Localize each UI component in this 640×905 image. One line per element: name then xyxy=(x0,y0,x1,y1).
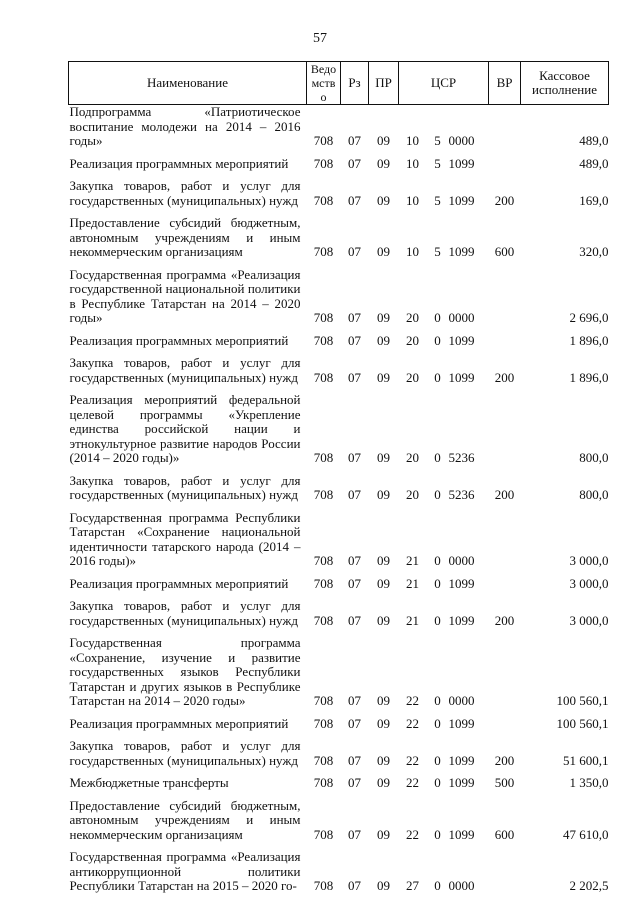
row-csr-direction: 1099 xyxy=(448,369,475,385)
header-ved: Ведомство xyxy=(307,62,341,105)
row-amount: 489,0 xyxy=(579,133,609,148)
row-csr-subprogram: 0 xyxy=(434,612,441,628)
row-csr-subprogram: 0 xyxy=(434,487,441,502)
row-rz: 07 xyxy=(348,155,361,171)
row-ved: 708 xyxy=(313,878,334,893)
row-amount: 47 610,0 xyxy=(563,826,609,842)
row-csr-program: 21 xyxy=(406,575,419,591)
header-rz: Рз xyxy=(341,62,369,105)
row-csr-direction: 1099 xyxy=(448,775,475,790)
row-amount: 320,0 xyxy=(579,244,609,259)
row-csr-subprogram: 0 xyxy=(434,575,441,591)
row-vr: 200 xyxy=(494,612,515,628)
row-name: Предоставление субсидий бюджетным, автономным учреждениям и иным некоммерческим организациям xyxy=(69,215,301,259)
table-body xyxy=(69,105,609,902)
row-name: Закупка товаров, работ и услуг для государственных (муниципальных) нужд xyxy=(69,598,301,628)
row-rz: 07 xyxy=(348,693,361,708)
row-amount: 2 202,5 xyxy=(569,878,609,893)
row-vr: 200 xyxy=(494,369,515,385)
row-vr: 600 xyxy=(494,244,515,259)
row-name: Реализация программных мероприятий xyxy=(69,332,289,348)
row-vr: 500 xyxy=(494,775,515,790)
row-vr xyxy=(489,105,521,157)
header-amount: Кассовое исполнение xyxy=(521,62,609,105)
row-csr-program: 10 xyxy=(406,155,419,171)
row-vr xyxy=(489,511,521,577)
table-row xyxy=(69,474,609,511)
row-vr: 200 xyxy=(494,192,515,208)
budget-table xyxy=(68,61,609,902)
row-pr: 09 xyxy=(377,369,390,385)
table-row xyxy=(69,356,609,393)
row-vr xyxy=(489,393,521,474)
row-csr-direction: 5236 xyxy=(448,487,475,502)
row-rz: 07 xyxy=(348,775,361,790)
row-pr: 09 xyxy=(377,715,390,731)
row-pr: 09 xyxy=(377,133,390,148)
row-ved: 708 xyxy=(313,310,334,325)
row-pr: 09 xyxy=(377,575,390,591)
row-csr-direction: 0000 xyxy=(448,133,475,148)
row-csr-subprogram: 5 xyxy=(434,244,441,259)
row-csr-direction: 0000 xyxy=(448,693,475,708)
row-csr-program: 22 xyxy=(406,693,419,708)
table-row xyxy=(69,216,609,268)
table-row xyxy=(69,717,609,740)
row-pr: 09 xyxy=(377,826,390,842)
row-rz: 07 xyxy=(348,553,361,568)
table-row xyxy=(69,850,609,902)
row-ved: 708 xyxy=(313,575,334,591)
row-csr-program: 22 xyxy=(406,826,419,842)
row-name: Государственная программа «Реализация антикоррупционной политики Республики Татарстан на 2015 – 2020 го- xyxy=(69,849,301,893)
row-rz: 07 xyxy=(348,244,361,259)
row-vr xyxy=(489,636,521,717)
row-amount: 51 600,1 xyxy=(563,752,609,768)
row-csr-subprogram: 5 xyxy=(434,192,441,208)
row-csr-subprogram: 5 xyxy=(434,133,441,148)
row-ved: 708 xyxy=(313,450,334,465)
row-name: Реализация программных мероприятий xyxy=(69,715,289,731)
row-csr-subprogram: 0 xyxy=(434,752,441,768)
row-csr-direction: 0000 xyxy=(448,878,475,893)
row-csr-direction: 1099 xyxy=(448,612,475,628)
row-name: Реализация программных мероприятий xyxy=(69,575,289,591)
row-pr: 09 xyxy=(377,332,390,348)
row-pr: 09 xyxy=(377,310,390,325)
row-vr xyxy=(489,334,521,357)
row-ved: 708 xyxy=(313,693,334,708)
row-csr-direction: 1099 xyxy=(448,192,475,208)
row-csr-direction: 1099 xyxy=(448,715,475,731)
row-pr: 09 xyxy=(377,775,390,790)
row-csr-subprogram: 0 xyxy=(434,826,441,842)
row-csr-subprogram: 0 xyxy=(434,310,441,325)
table-row xyxy=(69,776,609,799)
row-name: Закупка товаров, работ и услуг для государственных (муниципальных) нужд xyxy=(69,355,301,385)
row-name: Закупка товаров, работ и услуг для государственных (муниципальных) нужд xyxy=(69,738,301,768)
row-ved: 708 xyxy=(313,715,334,731)
row-vr: 200 xyxy=(494,752,515,768)
row-vr xyxy=(489,577,521,600)
row-amount: 3 000,0 xyxy=(569,553,609,568)
row-ved: 708 xyxy=(313,826,334,842)
row-csr-program: 21 xyxy=(406,612,419,628)
row-pr: 09 xyxy=(377,487,390,502)
row-vr xyxy=(489,850,521,902)
table-row xyxy=(69,739,609,776)
row-amount: 3 000,0 xyxy=(569,575,609,591)
row-name: Государственная программа «Сохранение, изучение и развитие государственных языков Республики Татарстан и других языков в Республике Татарстан на 2014 – 2020 годы» xyxy=(69,635,301,708)
row-csr-direction: 1099 xyxy=(448,752,475,768)
row-csr-direction: 5236 xyxy=(448,450,475,465)
row-csr-direction: 1099 xyxy=(448,155,475,171)
row-name: Предоставление субсидий бюджетным, автономным учреждениям и иным некоммерческим организациям xyxy=(69,797,301,842)
row-name: Подпрограмма «Патриотическое воспитание молодежи на 2014 – 2016 годы» xyxy=(69,104,301,148)
row-vr: 600 xyxy=(494,826,515,842)
table-row xyxy=(69,511,609,577)
row-csr-program: 22 xyxy=(406,752,419,768)
table-row xyxy=(69,799,609,851)
row-csr-program: 22 xyxy=(406,775,419,790)
row-ved: 708 xyxy=(313,775,334,790)
row-csr-subprogram: 0 xyxy=(434,878,441,893)
row-pr: 09 xyxy=(377,244,390,259)
table-row xyxy=(69,577,609,600)
row-csr-direction: 1099 xyxy=(448,575,475,591)
row-rz: 07 xyxy=(348,878,361,893)
row-amount: 1 896,0 xyxy=(569,332,609,348)
row-amount: 1 350,0 xyxy=(569,775,609,790)
row-pr: 09 xyxy=(377,752,390,768)
row-name: Государственная программа «Реализация государственной национальной политики в Республике Татарстан на 2014 – 2020 годы» xyxy=(69,266,301,325)
row-vr xyxy=(489,717,521,740)
row-csr-subprogram: 0 xyxy=(434,553,441,568)
row-ved: 708 xyxy=(313,612,334,628)
row-amount: 1 896,0 xyxy=(569,369,609,385)
row-csr-subprogram: 0 xyxy=(434,775,441,790)
row-pr: 09 xyxy=(377,155,390,171)
row-ved: 708 xyxy=(313,752,334,768)
row-csr-program: 10 xyxy=(406,133,419,148)
row-ved: 708 xyxy=(313,133,334,148)
row-csr-direction: 1099 xyxy=(448,826,475,842)
row-vr xyxy=(489,157,521,180)
row-ved: 708 xyxy=(313,487,334,502)
row-csr-program: 10 xyxy=(406,192,419,208)
row-name: Реализация мероприятий федеральной целевой программы «Укрепление единства российской нации и этнокультурное развитие народов России (2014 – 2020 годы)» xyxy=(69,392,301,465)
row-pr: 09 xyxy=(377,553,390,568)
row-pr: 09 xyxy=(377,693,390,708)
row-name: Закупка товаров, работ и услуг для государственных (муниципальных) нужд xyxy=(69,178,301,208)
row-rz: 07 xyxy=(348,752,361,768)
row-pr: 09 xyxy=(377,612,390,628)
table-row xyxy=(69,157,609,180)
row-rz: 07 xyxy=(348,826,361,842)
row-rz: 07 xyxy=(348,575,361,591)
row-amount: 3 000,0 xyxy=(569,612,609,628)
row-csr-program: 27 xyxy=(406,878,419,893)
row-pr: 09 xyxy=(377,192,390,208)
row-amount: 800,0 xyxy=(579,487,609,502)
row-csr-program: 20 xyxy=(406,450,419,465)
row-vr xyxy=(489,268,521,334)
page-number: 57 xyxy=(313,31,327,46)
table-row xyxy=(69,393,609,474)
row-name: Реализация программных мероприятий xyxy=(69,155,289,171)
row-csr-direction: 0000 xyxy=(448,553,475,568)
row-amount: 2 696,0 xyxy=(569,310,609,325)
row-csr-direction: 1099 xyxy=(448,244,475,259)
row-amount: 100 560,1 xyxy=(556,715,609,731)
row-ved: 708 xyxy=(313,192,334,208)
row-csr-subprogram: 0 xyxy=(434,693,441,708)
row-csr-subprogram: 0 xyxy=(434,450,441,465)
table-row xyxy=(69,179,609,216)
row-name: Межбюджетные трансферты xyxy=(69,775,229,790)
row-csr-subprogram: 5 xyxy=(434,155,441,171)
row-rz: 07 xyxy=(348,369,361,385)
row-amount: 489,0 xyxy=(579,155,609,171)
row-csr-direction: 1099 xyxy=(448,332,475,348)
row-csr-program: 20 xyxy=(406,487,419,502)
row-csr-program: 20 xyxy=(406,332,419,348)
row-rz: 07 xyxy=(348,133,361,148)
row-pr: 09 xyxy=(377,878,390,893)
row-csr-program: 21 xyxy=(406,553,419,568)
header-csr: ЦСР xyxy=(399,62,489,105)
row-csr-program: 20 xyxy=(406,310,419,325)
row-rz: 07 xyxy=(348,192,361,208)
row-pr: 09 xyxy=(377,450,390,465)
header-vr: ВР xyxy=(489,62,521,105)
row-rz: 07 xyxy=(348,310,361,325)
row-amount: 169,0 xyxy=(579,192,609,208)
row-amount: 800,0 xyxy=(579,450,609,465)
table-row xyxy=(69,268,609,334)
row-vr: 200 xyxy=(494,487,515,502)
row-ved: 708 xyxy=(313,369,334,385)
row-csr-direction: 0000 xyxy=(448,310,475,325)
header-name: Наименование xyxy=(69,62,307,105)
table-row xyxy=(69,599,609,636)
row-ved: 708 xyxy=(313,244,334,259)
header-pr: ПР xyxy=(369,62,399,105)
row-ved: 708 xyxy=(313,155,334,171)
row-name: Государственная программа Республики Татарстан «Сохранение национальной идентичности татарского народа (2014 – 2016 годы)» xyxy=(69,509,301,568)
row-csr-program: 20 xyxy=(406,369,419,385)
row-csr-program: 22 xyxy=(406,715,419,731)
row-csr-subprogram: 0 xyxy=(434,715,441,731)
row-csr-subprogram: 0 xyxy=(434,369,441,385)
row-rz: 07 xyxy=(348,715,361,731)
row-name: Закупка товаров, работ и услуг для государственных (муниципальных) нужд xyxy=(69,472,301,502)
row-csr-program: 10 xyxy=(406,244,419,259)
row-rz: 07 xyxy=(348,332,361,348)
row-ved: 708 xyxy=(313,332,334,348)
row-rz: 07 xyxy=(348,450,361,465)
table-header xyxy=(69,62,609,105)
row-ved: 708 xyxy=(313,553,334,568)
row-amount: 100 560,1 xyxy=(556,693,609,708)
row-csr-subprogram: 0 xyxy=(434,332,441,348)
table-row xyxy=(69,636,609,717)
row-rz: 07 xyxy=(348,612,361,628)
table-row xyxy=(69,334,609,357)
table-row xyxy=(69,105,609,157)
row-rz: 07 xyxy=(348,487,361,502)
